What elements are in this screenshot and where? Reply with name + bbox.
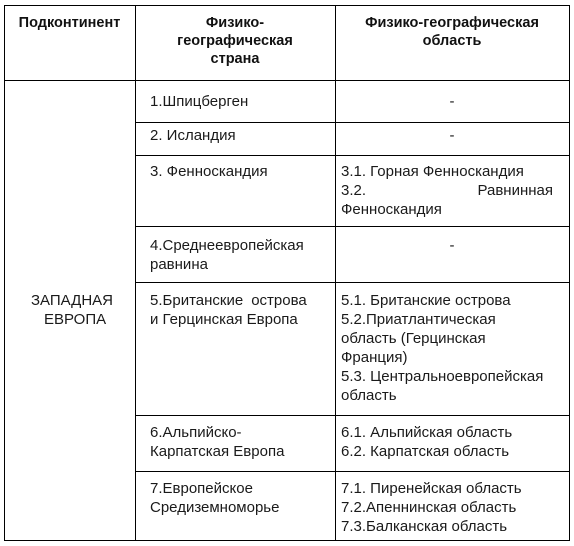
table-row: 2. Исландия [150, 127, 236, 144]
row-divider [135, 282, 570, 283]
area-cell: 7.1. Пиренейская область 7.2.Апеннинская область 7.3.Балканская область [341, 480, 522, 535]
row-divider [135, 155, 570, 156]
area-dash: - [449, 237, 455, 254]
area-dash: - [449, 93, 455, 110]
header-country: Физико- географическая страна [177, 15, 293, 67]
row-divider [135, 471, 570, 472]
header-area: Физико-географическая область [365, 15, 539, 49]
table-row: 5.Британские острова и Герцинская Европа [150, 292, 307, 328]
table-row: 3. Фенноскандия [150, 163, 268, 180]
header-divider [4, 80, 570, 81]
column-divider [335, 5, 336, 541]
row-divider [135, 122, 570, 123]
table-row: 1.Шпицберген [150, 93, 249, 110]
table-border-left [4, 5, 5, 541]
area-cell: 5.1. Британские острова 5.2.Приатлантическая область (Герцинская Франция) 5.3. Центральноевропейская область [341, 292, 544, 404]
table-border-right [569, 5, 570, 541]
header-subcontinent: Подконтинент [18, 15, 121, 31]
table-row: 4.Среднеевропейская равнина [150, 237, 304, 273]
area-dash: - [449, 127, 455, 144]
row-divider [135, 415, 570, 416]
table-border-bottom [4, 540, 570, 541]
row-divider [135, 226, 570, 227]
area-cell: 6.1. Альпийская область 6.2. Карпатская область [341, 424, 513, 460]
table-row: 7.Европейское Средиземноморье [150, 480, 280, 516]
table-row: 6.Альпийско- Карпатская Европа [150, 424, 285, 460]
area-cell: 3.1. Горная Фенноскандия 3.2. Равнинная Фенноскандия [341, 163, 553, 218]
regions-table [4, 5, 570, 541]
table-border-top [4, 5, 570, 6]
subcontinent-cell: ЗАПАДНАЯ ЕВРОПА [31, 292, 114, 328]
column-divider [135, 5, 136, 541]
